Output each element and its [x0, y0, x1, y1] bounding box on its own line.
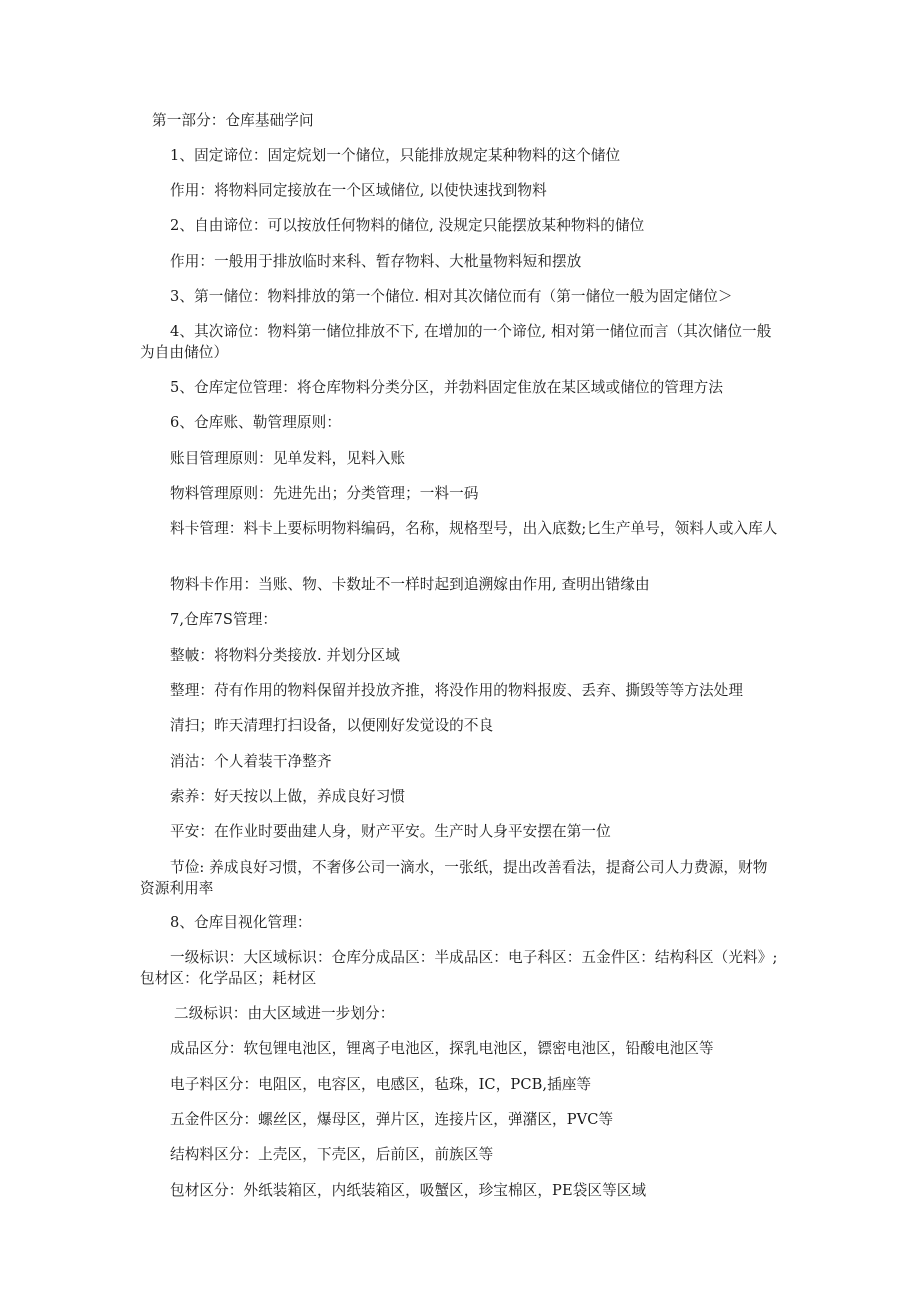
paragraph: 一级标识：大区域标识：仓库分成品区：半成品区：电子科区：五金件区：结构科区（光料》;包材区：化学品区；耗材区 — [140, 949, 778, 987]
paragraph: 结构料区分：上壳区，下壳区，后前区，前族区等 — [170, 1146, 494, 1163]
paragraph: 作用：将物料同定接放在一个区域储位, 以使快速找到物料 — [170, 182, 547, 199]
paragraph: 4、其次谛位：物料第一储位排放不下, 在增加的一个谛位, 相对第一储位而言（其次储位一般为自由储位） — [140, 323, 772, 361]
paragraph: 2、自由谛位：可以按放任何物料的储位, 没规定只能摆放某种物料的储位 — [170, 217, 645, 234]
paragraph: 消沽：个人着装干净整齐 — [170, 753, 332, 770]
paragraph: 料卡管理：料卡上要标明物料编码，名称，规格型号，出入底数;匕生产单号，领料人或入库人 — [170, 520, 778, 537]
page-title: 第一部分：仓库基础学问 — [152, 112, 314, 129]
paragraph: 6、仓库账、勒管理原则： — [170, 414, 342, 431]
paragraph: 3、第一储位：物料排放的第一个储位. 相对其次储位而有（第一储位一般为固定储位＞ — [170, 288, 733, 305]
paragraph: 物料卡作用：当账、物、卡数址不一样时起到追溯嫁由作用, 查明出错缘由 — [170, 576, 650, 593]
paragraph: 包材区分：外纸装箱区，内纸装箱区，吸蟹区，珍宝棉区，PE袋区等区域 — [170, 1182, 647, 1199]
paragraph: 7,仓库7S管理： — [170, 611, 278, 628]
paragraph: 账目管理原则：见单发料，见料入账 — [170, 450, 406, 467]
paragraph: 电子料区分：电阻区，电容区，电感区，毡珠，IC，PCB,插座等 — [170, 1076, 592, 1093]
paragraph: 清扫；昨天清理打扫设备，以便刚好发觉设的不良 — [170, 717, 494, 734]
paragraph: 作用：一般用于排放临时来科、暂存物料、大枇量物料短和摆放 — [170, 253, 582, 270]
paragraph: 节俭: 养成良好习惯，不奢侈公司一滴水，一张纸，提出改善看法，提裔公司人力费源，财物资源利用率 — [140, 859, 768, 897]
paragraph: 物料管理原则：先进先出；分类管理；一料一码 — [170, 485, 479, 502]
paragraph: 成品区分：软包锂电池区，锂离子电池区，探乳电池区，镖密电池区，铅酸电池区等 — [170, 1040, 714, 1057]
paragraph: 整帔：将物料分类接放. 并划分区域 — [170, 647, 400, 664]
paragraph: 二级标识：由大区域进一步划分： — [174, 1005, 395, 1022]
paragraph: 平安：在作业时要曲建人身，财产平安。生产时人身平安摆在第一位 — [170, 823, 611, 840]
paragraph: 1、固定谛位：固定烷划一个储位，只能排放规定某种物料的这个储位 — [170, 147, 621, 164]
paragraph: 5、仓库定位管理：将仓库物料分类分区，并勃料固定隹放在某区域或储位的管理方法 — [170, 379, 724, 396]
paragraph: 8、仓库目视化管理： — [170, 914, 312, 931]
paragraph: 索养：好天按以上做，养成良好习惯 — [170, 788, 406, 805]
paragraph: 五金件区分：螺丝区，爆母区，弹片区，连接片区，弹潴区，PVC等 — [170, 1111, 614, 1128]
paragraph: 整理：苻有作用的物料保留并投放齐推，将没作用的物料报废、丢弃、撕毁等等方法处理 — [170, 682, 744, 699]
